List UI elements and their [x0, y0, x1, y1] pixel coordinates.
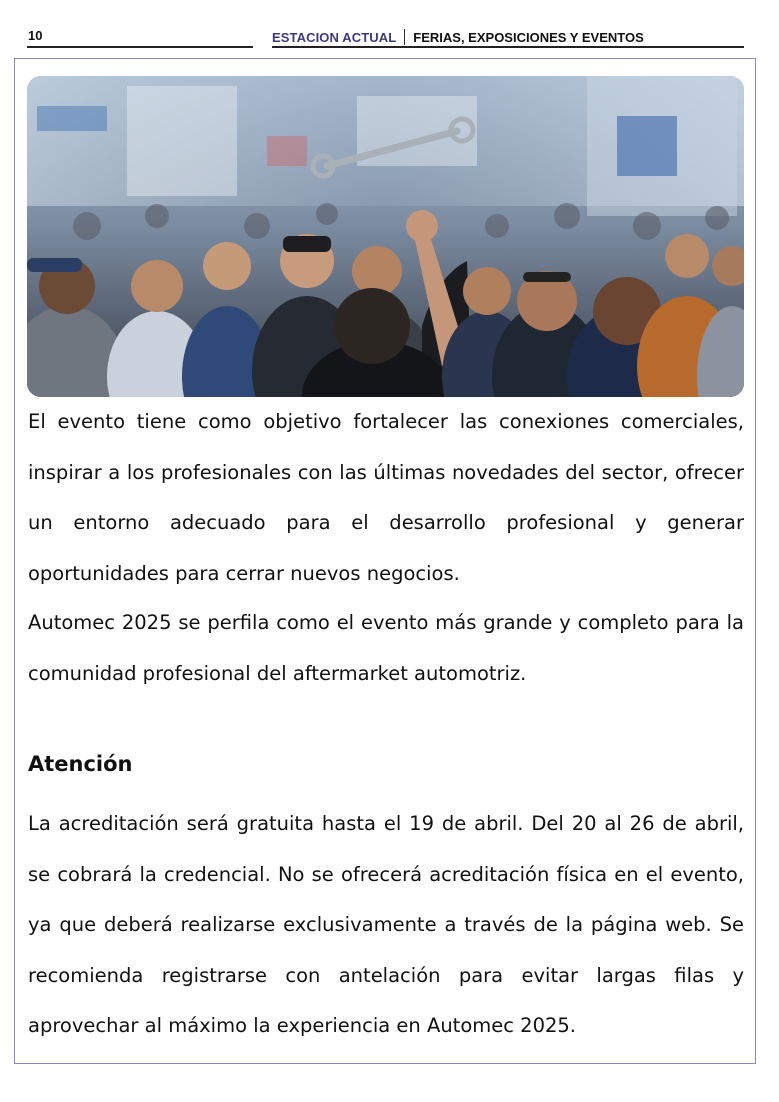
running-header — [272, 29, 644, 45]
header-section-title: ESTACION ACTUAL — [272, 29, 397, 45]
event-crowd-photo — [27, 76, 744, 397]
header-topic-title: FERIAS, EXPOSICIONES Y EVENTOS — [413, 29, 644, 45]
header-rule-right — [272, 46, 744, 48]
article-paragraph-objective: El evento tiene como objetivo fortalecer las conexiones comerciales, inspirar a los profesionales con las últimas novedades del sector, ofrecer un entorno adecuado para el desarrollo profesional y generar oportunidades para cerrar nuevos negocios. — [28, 410, 744, 585]
article-paragraph-automec: Automec 2025 se perfila como el evento más grande y completo para la comunidad profesional del aftermarket automotriz. — [28, 611, 744, 685]
attention-paragraph: La acreditación será gratuita hasta el 19 de abril. Del 20 al 26 de abril, se cobrará la credencial. No se ofrecerá acreditación física en el evento, ya que deberá realizarse exclusivamente a través de la página web. Se recomienda registrarse con antelación para evitar largas filas y aprovechar al máximo la experiencia en Automec 2025. — [28, 812, 744, 1037]
page-number: 10 — [28, 28, 43, 43]
header-separator — [404, 29, 405, 45]
header-rule-left — [27, 46, 253, 48]
event-crowd-illustration — [27, 76, 744, 397]
attention-heading: Atención — [28, 752, 133, 776]
